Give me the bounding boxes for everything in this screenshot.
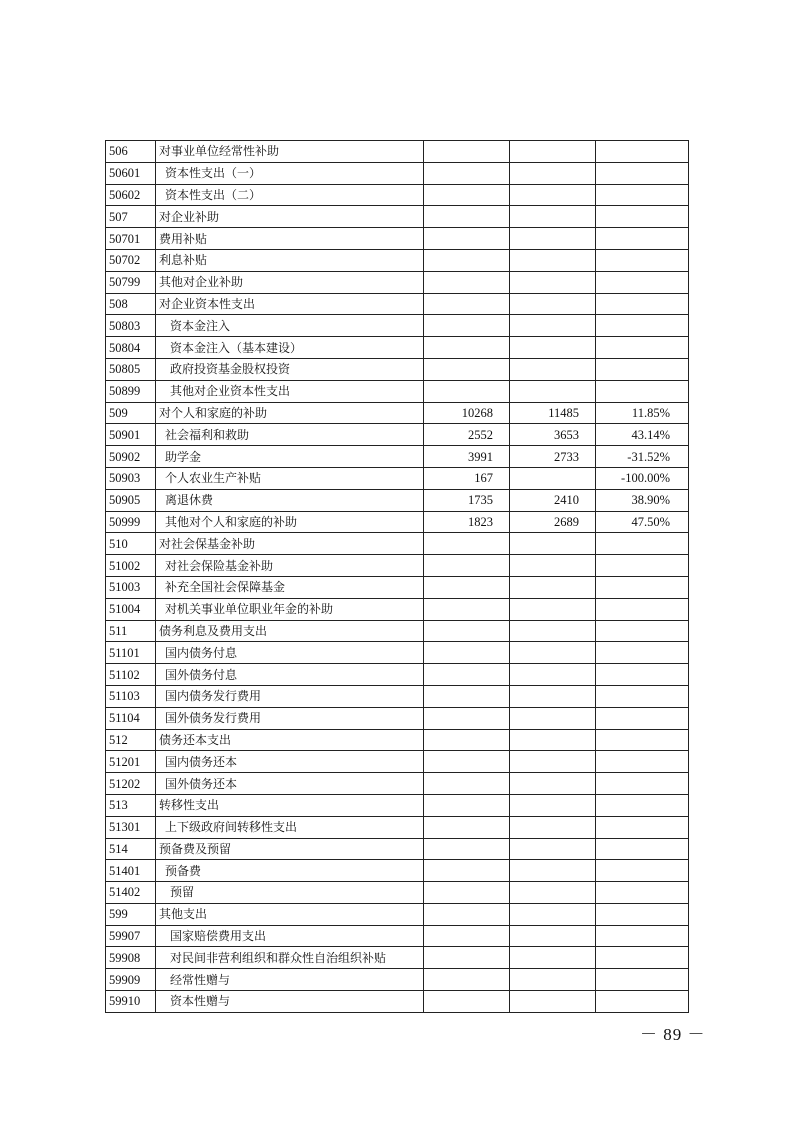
table-row [106,489,689,511]
item-name-cell: 国内债务发行费用 [156,685,424,707]
table-row [106,903,689,925]
table-row [106,729,689,751]
change-percent-cell [596,380,689,402]
value-2-cell [510,925,596,947]
page-number: － 89 － [640,1025,706,1044]
change-percent-cell [596,816,689,838]
value-1-cell [424,816,510,838]
value-1-cell [424,206,510,228]
code-cell: 51301 [106,816,156,838]
value-1-cell [424,533,510,555]
item-name-cell: 补充全国社会保障基金 [156,576,424,598]
code-cell: 50799 [106,271,156,293]
value-1-cell [424,882,510,904]
code-cell: 50901 [106,424,156,446]
code-cell: 509 [106,402,156,424]
table-row [106,162,689,184]
value-2-cell [510,969,596,991]
value-2-cell [510,685,596,707]
change-percent-cell [596,271,689,293]
item-name-cell: 债务还本支出 [156,729,424,751]
value-1-cell [424,947,510,969]
table-row [106,228,689,250]
table-row [106,511,689,533]
value-1-cell [424,925,510,947]
value-1-cell [424,773,510,795]
change-percent-cell [596,337,689,359]
item-name-cell: 经常性赠与 [156,969,424,991]
value-2-cell [510,555,596,577]
value-2-cell [510,664,596,686]
table-row [106,642,689,664]
budget-table [105,140,689,1013]
item-name-cell: 资本金注入 [156,315,424,337]
item-name-cell: 对民间非营利组织和群众性自治组织补贴 [156,947,424,969]
table-row [106,751,689,773]
table-row [106,816,689,838]
code-cell: 506 [106,141,156,163]
code-cell: 50999 [106,511,156,533]
value-1-cell: 10268 [424,402,510,424]
code-cell: 508 [106,293,156,315]
value-2-cell [510,620,596,642]
code-cell: 51202 [106,773,156,795]
value-1-cell [424,991,510,1013]
value-1-cell [424,729,510,751]
change-percent-cell [596,751,689,773]
code-cell: 510 [106,533,156,555]
value-1-cell [424,184,510,206]
change-percent-cell [596,249,689,271]
change-percent-cell: -31.52% [596,446,689,468]
change-percent-cell [596,533,689,555]
code-cell: 512 [106,729,156,751]
value-2-cell: 11485 [510,402,596,424]
value-2-cell [510,271,596,293]
value-2-cell [510,467,596,489]
code-cell: 50602 [106,184,156,206]
change-percent-cell [596,794,689,816]
change-percent-cell [596,729,689,751]
item-name-cell: 对企业资本性支出 [156,293,424,315]
value-1-cell [424,358,510,380]
item-name-cell: 其他对企业补助 [156,271,424,293]
value-1-cell [424,860,510,882]
value-2-cell [510,141,596,163]
item-name-cell: 对社会保基金补助 [156,533,424,555]
code-cell: 50902 [106,446,156,468]
value-1-cell [424,249,510,271]
item-name-cell: 政府投资基金股权投资 [156,358,424,380]
item-name-cell: 对个人和家庭的补助 [156,402,424,424]
value-1-cell [424,598,510,620]
change-percent-cell: 11.85% [596,402,689,424]
table-row [106,555,689,577]
item-name-cell: 助学金 [156,446,424,468]
value-1-cell [424,620,510,642]
table-row [106,860,689,882]
item-name-cell: 对企业补助 [156,206,424,228]
value-1-cell [424,576,510,598]
code-cell: 50702 [106,249,156,271]
value-2-cell [510,860,596,882]
value-2-cell [510,184,596,206]
change-percent-cell [596,773,689,795]
code-cell: 51401 [106,860,156,882]
code-cell: 59909 [106,969,156,991]
change-percent-cell [596,882,689,904]
item-name-cell: 国内债务付息 [156,642,424,664]
value-2-cell: 2410 [510,489,596,511]
table-body [106,141,689,1013]
item-name-cell: 其他对个人和家庭的补助 [156,511,424,533]
value-2-cell: 2733 [510,446,596,468]
value-1-cell: 1823 [424,511,510,533]
table-row [106,969,689,991]
code-cell: 50701 [106,228,156,250]
item-name-cell: 社会福利和救助 [156,424,424,446]
change-percent-cell [596,206,689,228]
value-1-cell [424,969,510,991]
value-1-cell [424,664,510,686]
value-2-cell [510,794,596,816]
code-cell: 51103 [106,685,156,707]
table-row [106,184,689,206]
value-1-cell [424,838,510,860]
item-name-cell: 费用补贴 [156,228,424,250]
change-percent-cell [596,991,689,1013]
value-2-cell [510,598,596,620]
change-percent-cell [596,576,689,598]
code-cell: 511 [106,620,156,642]
value-2-cell [510,315,596,337]
item-name-cell: 其他对企业资本性支出 [156,380,424,402]
change-percent-cell [596,184,689,206]
item-name-cell: 国外债务还本 [156,773,424,795]
item-name-cell: 对社会保险基金补助 [156,555,424,577]
code-cell: 50601 [106,162,156,184]
item-name-cell: 国家赔偿费用支出 [156,925,424,947]
change-percent-cell [596,598,689,620]
table-row [106,947,689,969]
value-2-cell [510,162,596,184]
value-1-cell [424,293,510,315]
value-2-cell [510,816,596,838]
item-name-cell: 资本金注入（基本建设） [156,337,424,359]
change-percent-cell: 38.90% [596,489,689,511]
code-cell: 59907 [106,925,156,947]
code-cell: 50905 [106,489,156,511]
table-row [106,773,689,795]
code-cell: 50804 [106,337,156,359]
table-row [106,664,689,686]
value-1-cell [424,642,510,664]
value-1-cell [424,162,510,184]
code-cell: 59910 [106,991,156,1013]
value-2-cell [510,707,596,729]
value-2-cell [510,206,596,228]
item-name-cell: 对机关事业单位职业年金的补助 [156,598,424,620]
code-cell: 51101 [106,642,156,664]
table-row [106,206,689,228]
table-row [106,533,689,555]
change-percent-cell: 43.14% [596,424,689,446]
value-2-cell [510,838,596,860]
value-2-cell [510,293,596,315]
change-percent-cell [596,228,689,250]
item-name-cell: 个人农业生产补贴 [156,467,424,489]
code-cell: 51004 [106,598,156,620]
change-percent-cell [596,969,689,991]
item-name-cell: 预备费 [156,860,424,882]
change-percent-cell [596,860,689,882]
value-2-cell: 3653 [510,424,596,446]
table-row [106,620,689,642]
value-1-cell: 1735 [424,489,510,511]
table-row [106,380,689,402]
change-percent-cell [596,685,689,707]
table-row [106,141,689,163]
change-percent-cell [596,664,689,686]
value-1-cell [424,685,510,707]
code-cell: 513 [106,794,156,816]
table-row [106,424,689,446]
code-cell: 50899 [106,380,156,402]
table-row [106,446,689,468]
item-name-cell: 资本性赠与 [156,991,424,1013]
item-name-cell: 国外债务发行费用 [156,707,424,729]
item-name-cell: 国外债务付息 [156,664,424,686]
value-2-cell [510,947,596,969]
value-1-cell [424,751,510,773]
value-1-cell [424,228,510,250]
value-2-cell [510,249,596,271]
table-row [106,685,689,707]
value-2-cell [510,642,596,664]
change-percent-cell [596,162,689,184]
item-name-cell: 上下级政府间转移性支出 [156,816,424,838]
change-percent-cell [596,620,689,642]
code-cell: 507 [106,206,156,228]
item-name-cell: 对事业单位经常性补助 [156,141,424,163]
code-cell: 50803 [106,315,156,337]
table-row [106,794,689,816]
value-1-cell [424,794,510,816]
change-percent-cell [596,925,689,947]
table-row [106,925,689,947]
value-2-cell [510,358,596,380]
value-1-cell: 167 [424,467,510,489]
item-name-cell: 债务利息及费用支出 [156,620,424,642]
code-cell: 59908 [106,947,156,969]
change-percent-cell [596,642,689,664]
value-2-cell: 2689 [510,511,596,533]
code-cell: 514 [106,838,156,860]
change-percent-cell [596,947,689,969]
table-row [106,402,689,424]
value-1-cell [424,707,510,729]
value-1-cell [424,903,510,925]
value-2-cell [510,991,596,1013]
table-row [106,576,689,598]
item-name-cell: 预备费及预留 [156,838,424,860]
value-1-cell [424,315,510,337]
table-row [106,882,689,904]
value-1-cell [424,141,510,163]
value-1-cell: 2552 [424,424,510,446]
code-cell: 51002 [106,555,156,577]
change-percent-cell [596,903,689,925]
change-percent-cell [596,555,689,577]
item-name-cell: 资本性支出（二） [156,184,424,206]
change-percent-cell [596,707,689,729]
table-row [106,598,689,620]
code-cell: 50805 [106,358,156,380]
table-row [106,271,689,293]
value-2-cell [510,729,596,751]
change-percent-cell [596,358,689,380]
code-cell: 50903 [106,467,156,489]
table-row [106,838,689,860]
item-name-cell: 其他支出 [156,903,424,925]
code-cell: 599 [106,903,156,925]
table-row [106,249,689,271]
value-1-cell [424,337,510,359]
change-percent-cell [596,315,689,337]
table-row [106,315,689,337]
value-2-cell [510,380,596,402]
table-row [106,337,689,359]
code-cell: 51003 [106,576,156,598]
value-2-cell [510,882,596,904]
value-2-cell [510,228,596,250]
change-percent-cell [596,141,689,163]
value-2-cell [510,751,596,773]
item-name-cell: 利息补贴 [156,249,424,271]
value-1-cell: 3991 [424,446,510,468]
item-name-cell: 国内债务还本 [156,751,424,773]
item-name-cell: 预留 [156,882,424,904]
table-row [106,293,689,315]
code-cell: 51201 [106,751,156,773]
table-row [106,358,689,380]
value-2-cell [510,576,596,598]
change-percent-cell [596,293,689,315]
table-row [106,707,689,729]
change-percent-cell [596,838,689,860]
code-cell: 51104 [106,707,156,729]
change-percent-cell: 47.50% [596,511,689,533]
value-2-cell [510,337,596,359]
code-cell: 51102 [106,664,156,686]
value-2-cell [510,773,596,795]
table-row [106,991,689,1013]
table-row [106,467,689,489]
value-1-cell [424,555,510,577]
value-2-cell [510,903,596,925]
change-percent-cell: -100.00% [596,467,689,489]
value-2-cell [510,533,596,555]
value-1-cell [424,271,510,293]
item-name-cell: 转移性支出 [156,794,424,816]
value-1-cell [424,380,510,402]
code-cell: 51402 [106,882,156,904]
item-name-cell: 离退休费 [156,489,424,511]
item-name-cell: 资本性支出（一） [156,162,424,184]
